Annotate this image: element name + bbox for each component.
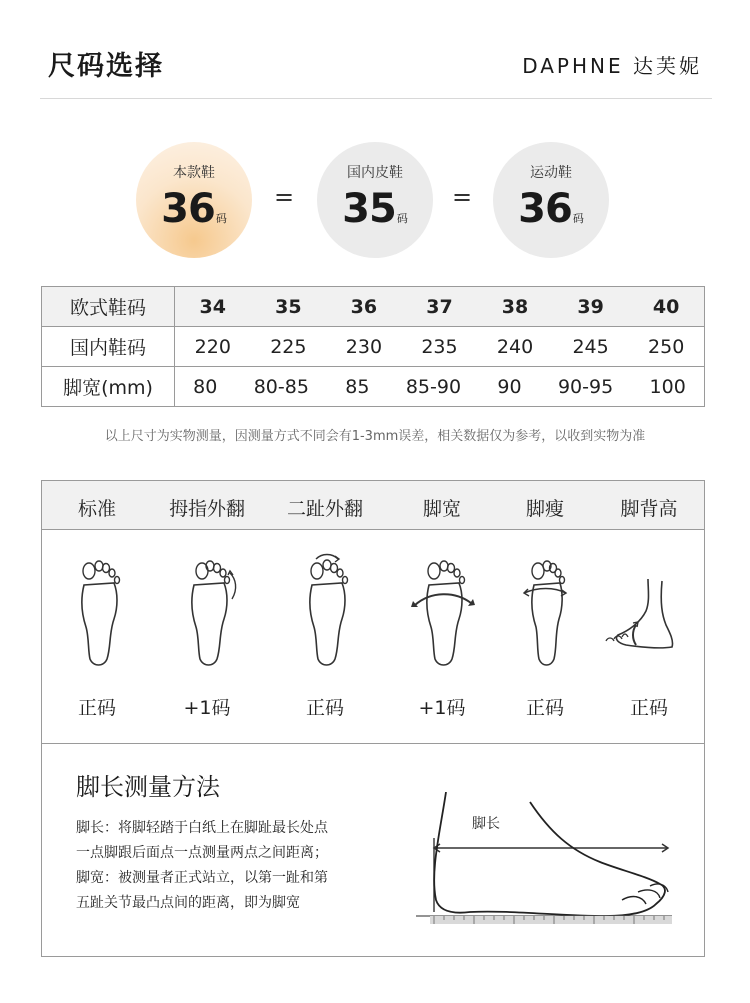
foot-standard-icon	[62, 553, 132, 673]
diagram-label: 脚长	[472, 815, 500, 831]
table-cell: 220 225 230 235 240 245 250	[175, 327, 705, 367]
page-title: 尺码选择	[48, 51, 164, 82]
table-cell: 80 80-85 85 85-90 90 90-95 100	[175, 367, 705, 407]
foot-length-diagram	[410, 792, 700, 932]
foot-bunion-icon	[172, 553, 242, 673]
foot-type-name: 标准	[77, 498, 116, 520]
leather-shoe-size-circle	[317, 142, 433, 258]
row-header: 国内鞋码	[42, 327, 175, 367]
circle-size: 36码	[518, 186, 584, 232]
this-shoe-size-circle	[136, 142, 252, 258]
sports-shoe-size-circle	[493, 142, 609, 258]
foot-type-result: +1码	[183, 697, 231, 719]
foot-type-name: 脚瘦	[525, 498, 564, 520]
circle-label: 本款鞋	[173, 165, 215, 181]
measurement-method-section	[41, 742, 705, 957]
foot-high-instep-icon	[600, 553, 690, 673]
row-header: 欧式鞋码	[42, 287, 175, 327]
foot-type-result: 正码	[77, 697, 116, 719]
foot-type-narrow	[490, 481, 600, 743]
foot-type-name: 脚背高	[620, 498, 678, 520]
row-header: 脚宽(mm)	[42, 367, 175, 407]
foot-type-name: 拇指外翻	[168, 498, 245, 520]
foot-second-toe-icon	[290, 553, 360, 673]
foot-type-result: +1码	[418, 697, 466, 719]
foot-type-result: 正码	[525, 697, 564, 719]
table-row	[42, 367, 705, 407]
foot-type-result: 正码	[305, 697, 344, 719]
foot-type-result: 正码	[629, 697, 668, 719]
measurement-disclaimer: 以上尺寸为实物测量，因测量方式不同会有1-3mm误差，相关数据仅为参考，以收到实物为准	[104, 429, 646, 444]
equals-sign: =	[452, 183, 473, 211]
equals-sign: =	[274, 183, 295, 211]
foot-type-name: 二趾外翻	[286, 498, 363, 520]
foot-type-bunion	[152, 481, 262, 743]
measurement-title: 脚长测量方法	[76, 773, 220, 801]
circle-size: 36码	[161, 186, 227, 232]
instruction-line: 一点脚跟后面点一点测量两点之间距离；	[76, 845, 328, 861]
instruction-line: 脚宽：被测量者正式站立，以第一趾和第	[76, 870, 328, 886]
measurement-instructions	[76, 816, 386, 916]
brand-logo: DAPHNE 达芙妮	[522, 54, 702, 78]
circle-label: 国内皮鞋	[347, 165, 403, 181]
table-row	[42, 287, 705, 327]
foot-type-guide	[41, 480, 705, 744]
page-header	[40, 0, 712, 99]
table-cell: 34 35 36 37 38 39 40	[175, 287, 705, 327]
foot-type-second-toe	[270, 481, 380, 743]
instruction-line: 五趾关节最凸点间的距离，即为脚宽	[76, 895, 300, 911]
circle-label: 运动鞋	[530, 165, 572, 181]
table-row	[42, 327, 705, 367]
foot-type-name: 脚宽	[422, 498, 461, 520]
foot-narrow-icon	[510, 553, 580, 673]
circle-size: 35码	[342, 186, 408, 232]
foot-type-standard	[42, 481, 152, 743]
size-chart-table	[41, 286, 705, 407]
foot-type-wide	[387, 481, 497, 743]
foot-wide-icon	[407, 553, 477, 673]
instruction-line: 脚长：将脚轻踏于白纸上在脚趾最长处点	[76, 820, 328, 836]
foot-type-high-instep	[594, 481, 704, 743]
